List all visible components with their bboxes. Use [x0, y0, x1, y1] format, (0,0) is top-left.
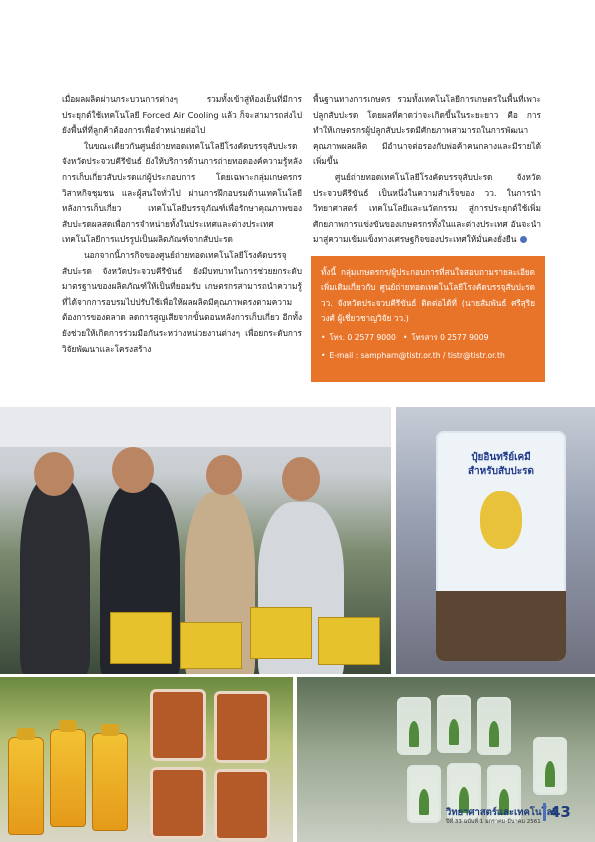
dried-fruit-jar	[150, 767, 206, 839]
paragraph-left-1: เมื่อผลผลิตผ่านกระบวนการต่างๆ รวมทั้งเข้าสู่ห้องเย็นที่มีการประยุกต์ใช้เทคโนโลยี Forced Air Cooling แล้ว ก็จะสามารถส่งไปยังพื้นที่ที่ลูกค้าต้องการเพื่อจำหน่ายต่อไป	[62, 94, 302, 136]
juice-bottle	[50, 729, 86, 827]
paragraph-right-1: พื้นฐานทางการเกษตร รวมทั้งเทคโนโลยีการเกษตรในพื้นที่เพาะปลูกสับปะรด โดยผลที่คาดว่าจะเกิดขึ้นในระยะยาว คือ การทำให้เกษตรกรผู้ปลูกสับปะรดมีศักยภาพสามารถในการพัฒนาคุณภาพผลผลิต มีอำนาจต่อรองกับพ่อค้าคนกลางและมีรายได้เพิ่มขึ้น	[313, 94, 541, 167]
photo-fertilizer-package	[396, 407, 595, 674]
person-figure	[20, 477, 90, 674]
plantlet	[449, 719, 459, 745]
right-text-column	[313, 92, 541, 248]
bottle-cap	[17, 728, 35, 740]
plantlet	[489, 721, 499, 747]
fertilizer-bag	[436, 431, 566, 661]
contact-info-box	[311, 256, 545, 382]
paragraph-left-2: ในขณะเดียวกันศูนย์ถ่ายทอดเทคโนโลยีโรงคัดบรรจุสับปะรดจังหวัดประจวบคีรีขันธ์ ยังให้บริการด้านการถ่ายทอดองค์ความรู้หลังการเก็บเกี่ยวสับปะรดแก่ผู้ประกอบการ โดยเฉพาะกลุ่มเกษตรกร วิสาหกิจชุมชน และผู้สนใจทั่วไป ผ่านการฝึกอบรมด้านเทคโนโลยีหลังการเก็บเกี่ยว เทคโนโลยีบรรจุภัณฑ์เพื่อรักษาคุณภาพของสับปะรดผลสดเพื่อการจำหน่ายทั้งในประเทศและต่างประเทศ เทคโนโลยีการแปรรูปเป็นผลิตภัณฑ์จากสับปะรด	[62, 140, 302, 245]
package-title: ปุ๋ยอินทรีย์เคมี	[471, 452, 531, 463]
contact-phone: โทร. 0 2577 9000	[329, 332, 396, 342]
pineapple-illustration	[480, 491, 522, 549]
contact-email: E-mail : sampharn@tistr.or.th / tistr@tistr.or.th	[329, 351, 505, 361]
dried-fruit-jar	[214, 769, 270, 841]
package-subtitle: สำหรับสับปะรด	[467, 466, 535, 477]
paragraph-left-3: นอกจากนี้ภารกิจของศูนย์ถ่ายทอดเทคโนโลยีโรงคัดบรรจุสับปะรด จังหวัดประจวบคีรีขันธ์ ยังมีบทบาทในการช่วยยกระดับมาตรฐานของผลิตภัณฑ์ให้เป็นที่ยอมรับ เกษตรกรสามารถนำความรู้ที่ได้จากการอบรมไปปรับใช้เพื่อให้ผลผลิตมีคุณภาพตรงตามความต้องการของตลาด ลดการสูญเสียจากขั้นตอนหลังการเก็บเกี่ยว อีกทั้งยังช่วยให้เกิดการร่วมมือกันระหว่างหน่วยงานต่างๆ เพื่อยกระดับการวิจัยพัฒนาและโครงสร้าง	[62, 249, 302, 354]
left-text-column	[62, 92, 302, 357]
contact-email-line	[321, 348, 535, 363]
contact-phone-line	[321, 330, 535, 345]
pineapple-crate	[110, 612, 172, 664]
culture-jar	[407, 765, 441, 823]
background-banner	[0, 407, 391, 447]
culture-jar	[477, 697, 511, 755]
page-number: 43	[543, 803, 571, 821]
contact-fax: โทรสาร 0 2577 9009	[411, 332, 489, 342]
package-label	[446, 451, 556, 479]
photo-event-visit	[0, 407, 391, 674]
end-of-article-icon	[520, 236, 527, 243]
paragraph-right-2	[313, 170, 541, 248]
pineapple-crate	[180, 622, 242, 669]
plantlet	[409, 721, 419, 747]
juice-bottle	[8, 737, 44, 835]
bottle-cap	[59, 720, 77, 732]
pineapple-crate	[318, 617, 380, 665]
pineapple-crate	[250, 607, 312, 659]
juice-bottle	[92, 733, 128, 831]
contact-text: ทั้งนี้ กลุ่มเกษตรกร/ผู้ประกอบการที่สนใจสอบถามรายละเอียดเพิ่มเติมเกี่ยวกับ ศูนย์ถ่ายทอดเทคโนโลยีโรงคัดบรรจุสับปะรด วว. จังหวัดประจวบคีรีขันธ์ ติดต่อได้ที่ (นายสัมพันธ์ ศรีสุริยวงศ์ ผู้เชี่ยวชาญวิจัย วว.)	[321, 267, 535, 324]
bullet-icon: •	[321, 332, 326, 342]
person-head	[34, 452, 74, 496]
paragraph-right-2-text: ศูนย์ถ่ายทอดเทคโนโลยีโรงคัดบรรจุสับปะรด จังหวัดประจวบคีรีขันธ์ เป็นหนึ่งในความสำเร็จของ วว. ในการนำวิทยาศาสตร์ เทคโนโลยีและนวัตกรรม สู่การประยุกต์ใช้เพิ่มศักยภาพการแข่งขันของเกษตรกรทั้งในและต่างประเทศ อันจะนำมาสู่ความเข้มแข็งทางเศรษฐกิจของประเทศให้มั่นคงยั่งยืน	[313, 171, 541, 245]
culture-jar	[533, 737, 567, 795]
culture-jar	[397, 697, 431, 755]
fertilizer-contents	[436, 591, 566, 661]
plantlet	[419, 789, 429, 815]
bullet-icon: •	[321, 351, 326, 361]
bottle-cap	[101, 724, 119, 736]
page-footer	[446, 800, 586, 830]
person-head	[112, 447, 154, 493]
magazine-title: วิทยาศาสตร์และเทคโนโลยี	[446, 807, 558, 818]
culture-jar	[437, 695, 471, 753]
magazine-issue: ปีที่ 33 ฉบับที่ 1 มกราคม-มีนาคม 2561	[446, 819, 541, 825]
person-head	[206, 455, 242, 495]
dried-fruit-jar	[150, 689, 206, 761]
dried-fruit-jar	[214, 691, 270, 763]
bullet-icon: •	[403, 332, 408, 342]
person-head	[282, 457, 320, 501]
plantlet	[545, 761, 555, 787]
photo-pineapple-products	[0, 677, 293, 842]
